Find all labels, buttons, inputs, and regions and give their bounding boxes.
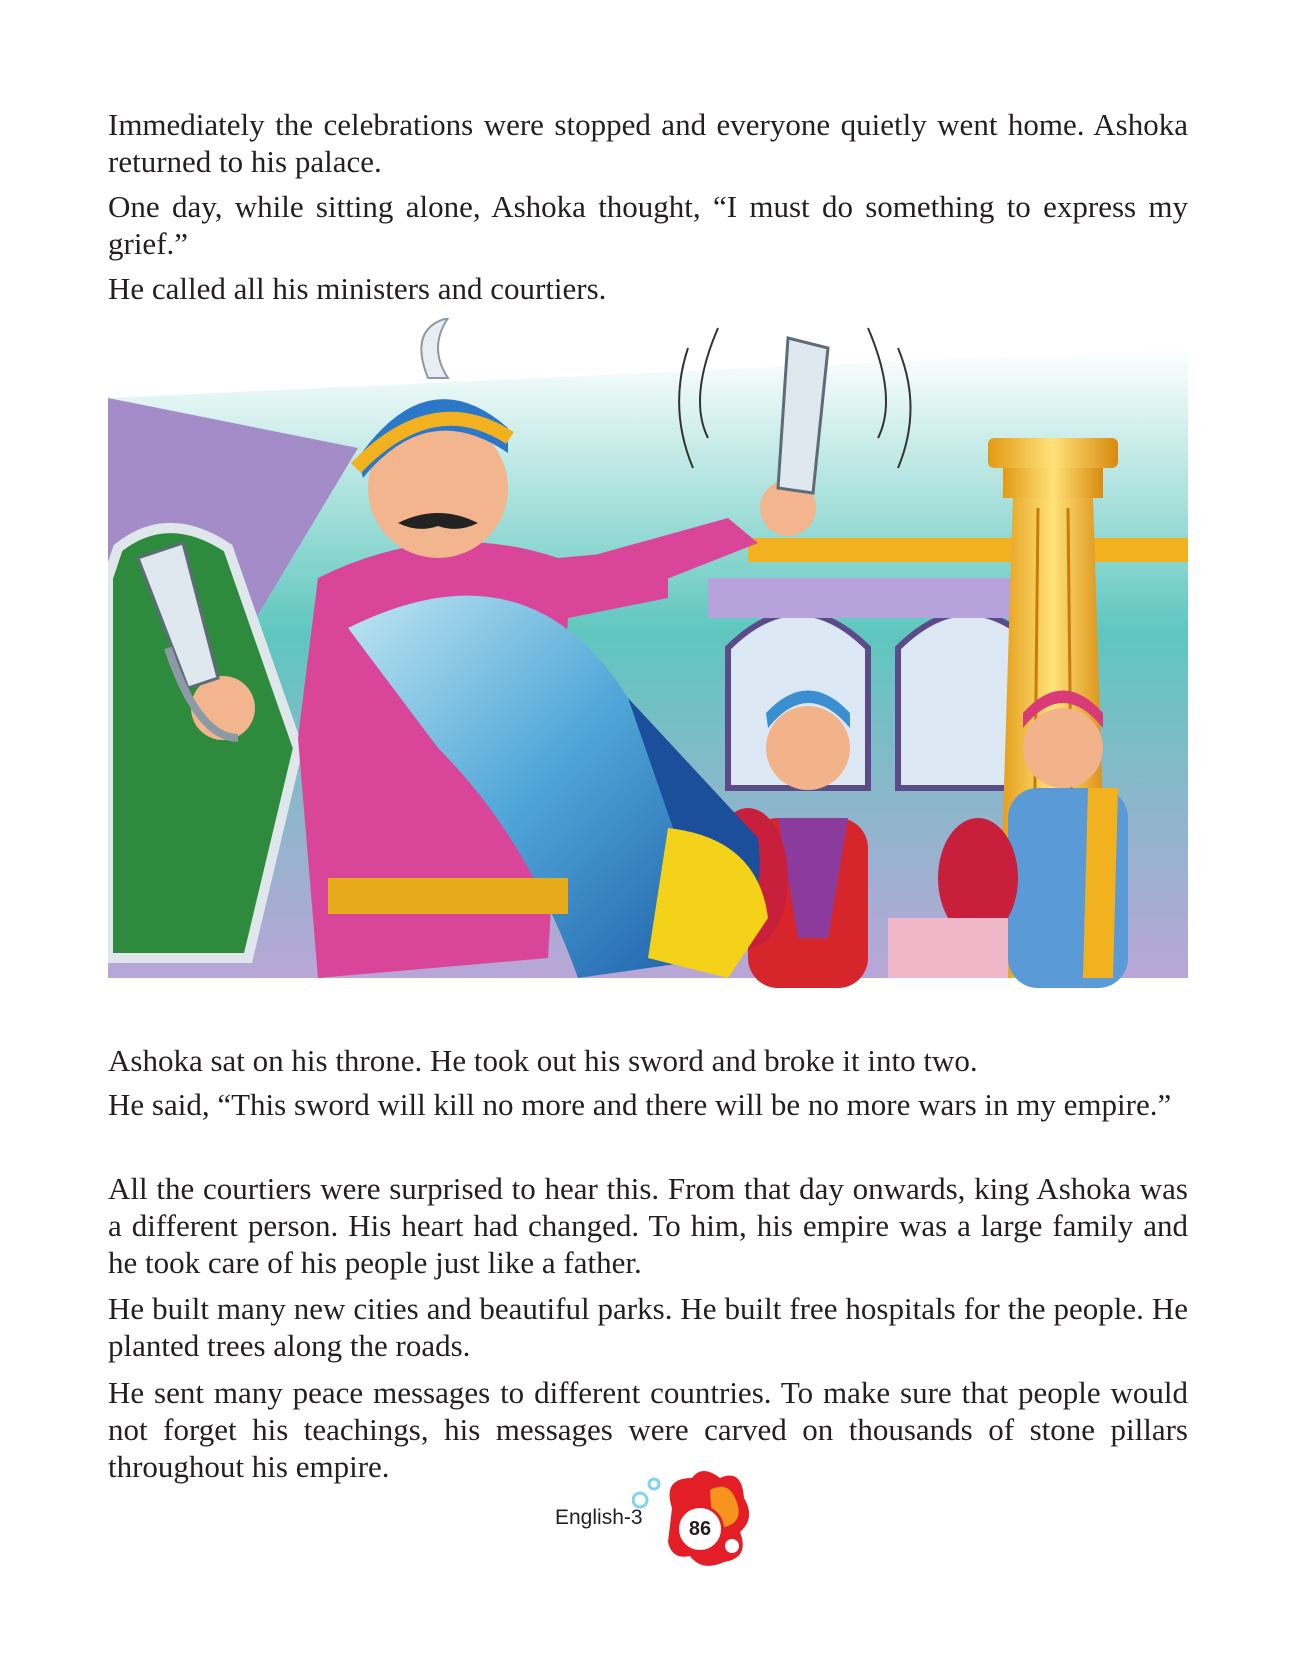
book-label: English-3 bbox=[555, 1506, 643, 1529]
paragraph-1: Immediately the celebrations were stopped and everyone quietly went home. Ashoka returned to his palace. bbox=[108, 107, 1188, 179]
ashoka-court-illustration bbox=[108, 318, 1188, 1040]
paragraph-6: All the courtiers were surprised to hear this. From that day onwards, king Ashoka was a different person. His heart had changed. To him, his empire was a large family and he took care of his people just like a father. bbox=[108, 1171, 1188, 1280]
paragraph-3: He called all his ministers and courtiers. bbox=[108, 271, 607, 306]
page-number: 86 bbox=[676, 1505, 724, 1553]
paragraph-8: He sent many peace messages to different countries. To make sure that people would not forget his teachings, his messages were carved on thousands of stone pillars throughout his empire. bbox=[108, 1375, 1188, 1484]
paragraph-2: One day, while sitting alone, Ashoka thought, “I must do something to express my grief.” bbox=[108, 189, 1188, 261]
paragraph-5: He said, “This sword will kill no more and there will be no more wars in my empire.” bbox=[108, 1087, 1172, 1122]
golden-rail bbox=[748, 538, 1188, 562]
paragraph-7: He built many new cities and beautiful parks. He built free hospitals for the people. He planted trees along the roads. bbox=[108, 1291, 1188, 1363]
paragraph-4: Ashoka sat on his throne. He took out his sword and broke it into two. bbox=[108, 1043, 978, 1078]
